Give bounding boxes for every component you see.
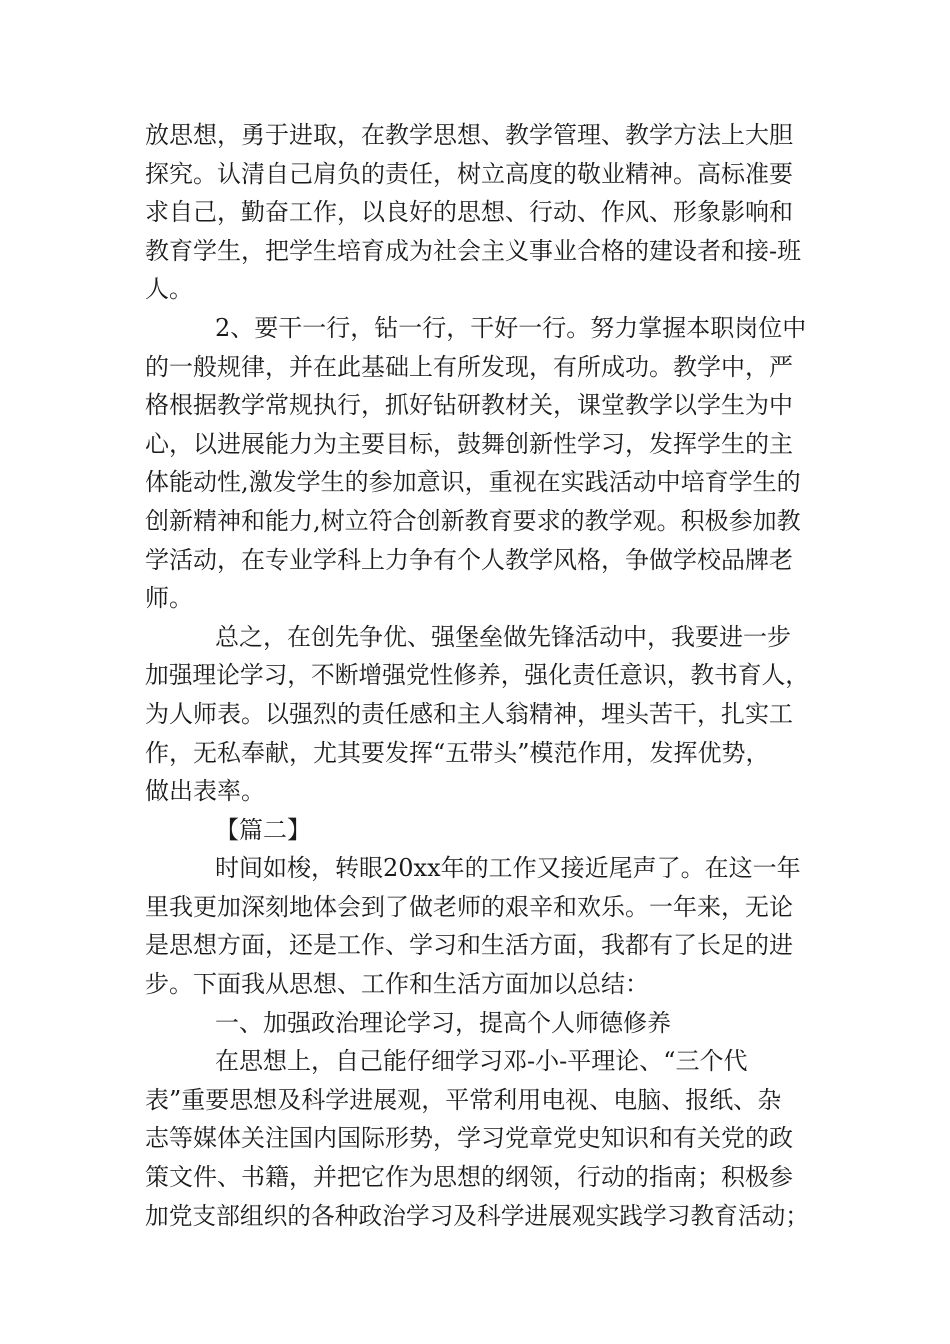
text-line: 步。下面我从思想、工作和生活方面加以总结： (145, 970, 649, 999)
text-line: 格根据教学常规执行，抓好钻研教材关，课堂教学以学生为中 (145, 391, 793, 420)
text-line: 人。 (145, 275, 193, 304)
document-body (145, 116, 809, 1235)
text-line: 里我更加深刻地体会到了做老师的艰辛和欢乐。一年来，无论 (145, 892, 793, 921)
text-line: 探究。认清自己肩负的责任，树立高度的敬业精神。高标准要 (145, 159, 793, 188)
text-line: 加党支部组织的各种政治学习及科学进展观实践学习教育活动； (145, 1201, 810, 1230)
text-line: 为人师表。以强烈的责任感和主人翁精神，埋头苦干，扎实工 (145, 699, 793, 728)
text-line: 总之，在创先争优、强堡垒做先锋活动中，我要进一步 (215, 622, 791, 651)
text-line: 一、加强政治理论学习，提高个人师德修养 (215, 1008, 671, 1037)
text-line: 心，以进展能力为主要目标，鼓舞创新性学习，发挥学生的主 (145, 429, 793, 458)
text-line: 表”重要思想及科学进展观，平常利用电视、电脑、报纸、杂 (145, 1085, 782, 1114)
text-line: 的一般规律，并在此基础上有所发现，有所成功。教学中，严 (145, 352, 793, 381)
text-line: 创新精神和能力,树立符合创新教育要求的教学观。积极参加教 (145, 506, 801, 535)
text-line: 求自己，勤奋工作，以良好的思想、行动、作风、形象影响和 (145, 198, 793, 227)
text-line: 作，无私奉献，尤其要发挥“五带头”模范作用，发挥优势， (145, 738, 770, 767)
text-line: 放思想，勇于进取，在教学思想、教学管理、教学方法上大胆 (145, 121, 793, 149)
text-line: 体能动性,激发学生的参加意识，重视在实践活动中培育学生的 (145, 468, 801, 497)
text-line: 做出表率。 (145, 777, 265, 806)
text-line: 2、要干一行，钻一行，干好一行。努力掌握本职岗位中 (215, 313, 807, 342)
text-line: 时间如梭，转眼20xx年的工作又接近尾声了。在这一年 (215, 854, 801, 883)
text-line: 策文件、书籍，并把它作为思想的纲领，行动的指南；积极参 (145, 1163, 793, 1192)
text-line: 教育学生，把学生培育成为社会主义事业合格的建设者和接-班 (145, 236, 802, 265)
text-line: 师。 (145, 584, 193, 613)
text-line: 是思想方面，还是工作、学习和生活方面，我都有了长足的进 (145, 931, 793, 960)
text-line: 在思想上，自己能仔细学习邓-小-平理论、“三个代 (215, 1047, 748, 1076)
text-line: 志等媒体关注国内国际形势，学习党章党史知识和有关党的政 (145, 1124, 793, 1153)
text-line: 学活动，在专业学科上力争有个人教学风格，争做学校品牌老 (145, 545, 793, 574)
text-line: 【篇二】 (215, 815, 311, 844)
text-line: 加强理论学习，不断增强党性修养，强化责任意识，教书育人， (145, 661, 810, 690)
